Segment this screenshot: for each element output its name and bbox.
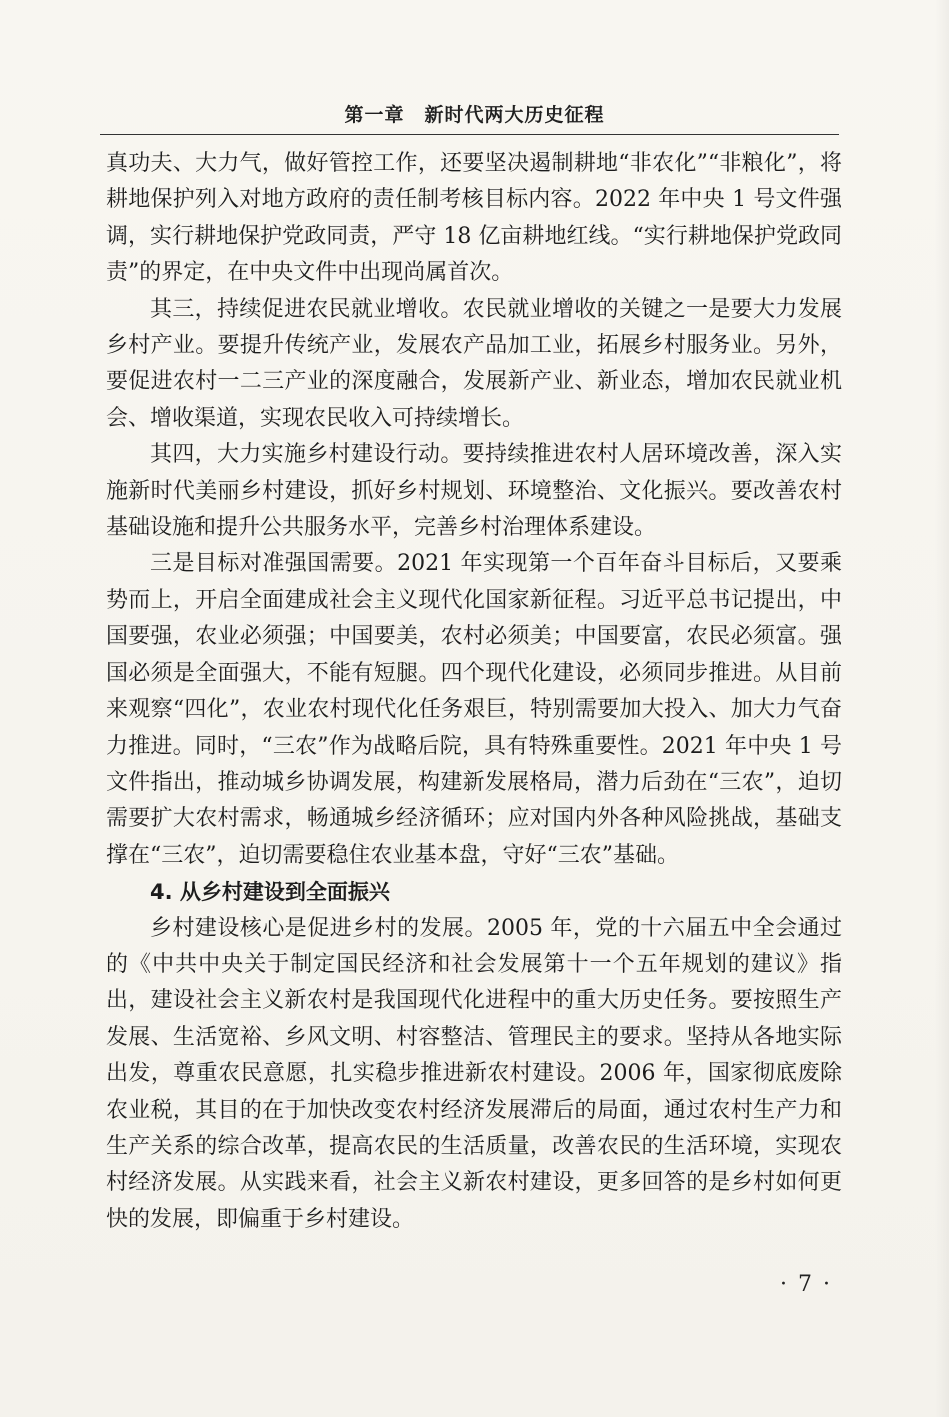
header-divider — [100, 134, 839, 135]
paragraph: 三是目标对准强国需要。2021 年实现第一个百年奋斗目标后，又要乘势而上，开启全面建成社会主义现代化国家新征程。习近平总书记提出，中国要强，农业必须强；中国要美，农村必须美；中国要富，农民必须富。强国必须是全面强大，不能有短腿。四个现代化建设，必须同步推进。从目前来观察“四化”，农业农村现代化任务艰巨，特别需要加大投入、加大力气奋力推进。同时，“三农”作为战略后院，具有特殊重要性。2021 年中央 1 号文件指出，推动城乡协调发展，构建新发展格局，潜力后劲在“三农”，迫切需要扩大农村需求，畅通城乡经济循环；应对国内外各种风险挑战，基础支撑在“三农”，迫切需要稳住农业基本盘，守好“三农”基础。 — [106, 551, 842, 868]
page-number: · 7 · — [780, 1272, 832, 1297]
paragraph: 其三，持续促进农民就业增收。农民就业增收的关键之一是要大力发展乡村产业。要提升传统产业，发展农产品加工业，拓展乡村服务业。另外，要促进农村一二三产业的深度融合，发展新产业、新业态，增加农民就业机会、增收渠道，实现农民收入可持续增长。 — [106, 296, 842, 431]
running-header-chapter-title: 第一章 新时代两大历史征程 — [344, 104, 605, 126]
section-heading: 4. 从乡村建设到全面振兴 — [150, 880, 390, 905]
paragraph: 乡村建设核心是促进乡村的发展。2005 年，党的十六届五中全会通过的《中共中央关于制定国民经济和社会发展第十一个五年规划的建议》指出，建设社会主义新农村是我国现代化进程中的重大历史任务。要按照生产发展、生活宽裕、乡风文明、村容整洁、管理民主的要求。坚持从各地实际出发，尊重农民意愿，扎实稳步推进新农村建设。2006 年，国家彻底废除农业税，其目的在于加快改变农村经济发展滞后的局面，通过农村生产力和生产关系的综合改革，提高农民的生活质量，改善农民的生活环境，实现农村经济发展。从实践来看，社会主义新农村建设，更多回答的是乡村如何更快的发展，即偏重于乡村建设。 — [106, 915, 842, 1232]
paragraph-continued: 真功夫、大力气，做好管控工作，还要坚决遏制耕地“非农化”“非粮化”，将耕地保护列入对地方政府的责任制考核目标内容。2022 年中央 1 号文件强调，实行耕地保护党政同责，严守 18 亿亩耕地红线。“实行耕地保护党政同责”的界定，在中央文件中出现尚属首次。 — [106, 151, 842, 286]
paragraph: 其四，大力实施乡村建设行动。要持续推进农村人居环境改善，深入实施新时代美丽乡村建设，抓好乡村规划、环境整治、文化振兴。要改善农村基础设施和提升公共服务水平，完善乡村治理体系建设。 — [106, 442, 842, 541]
page-edge-shadow — [935, 0, 949, 1417]
page-body — [106, 146, 842, 1238]
